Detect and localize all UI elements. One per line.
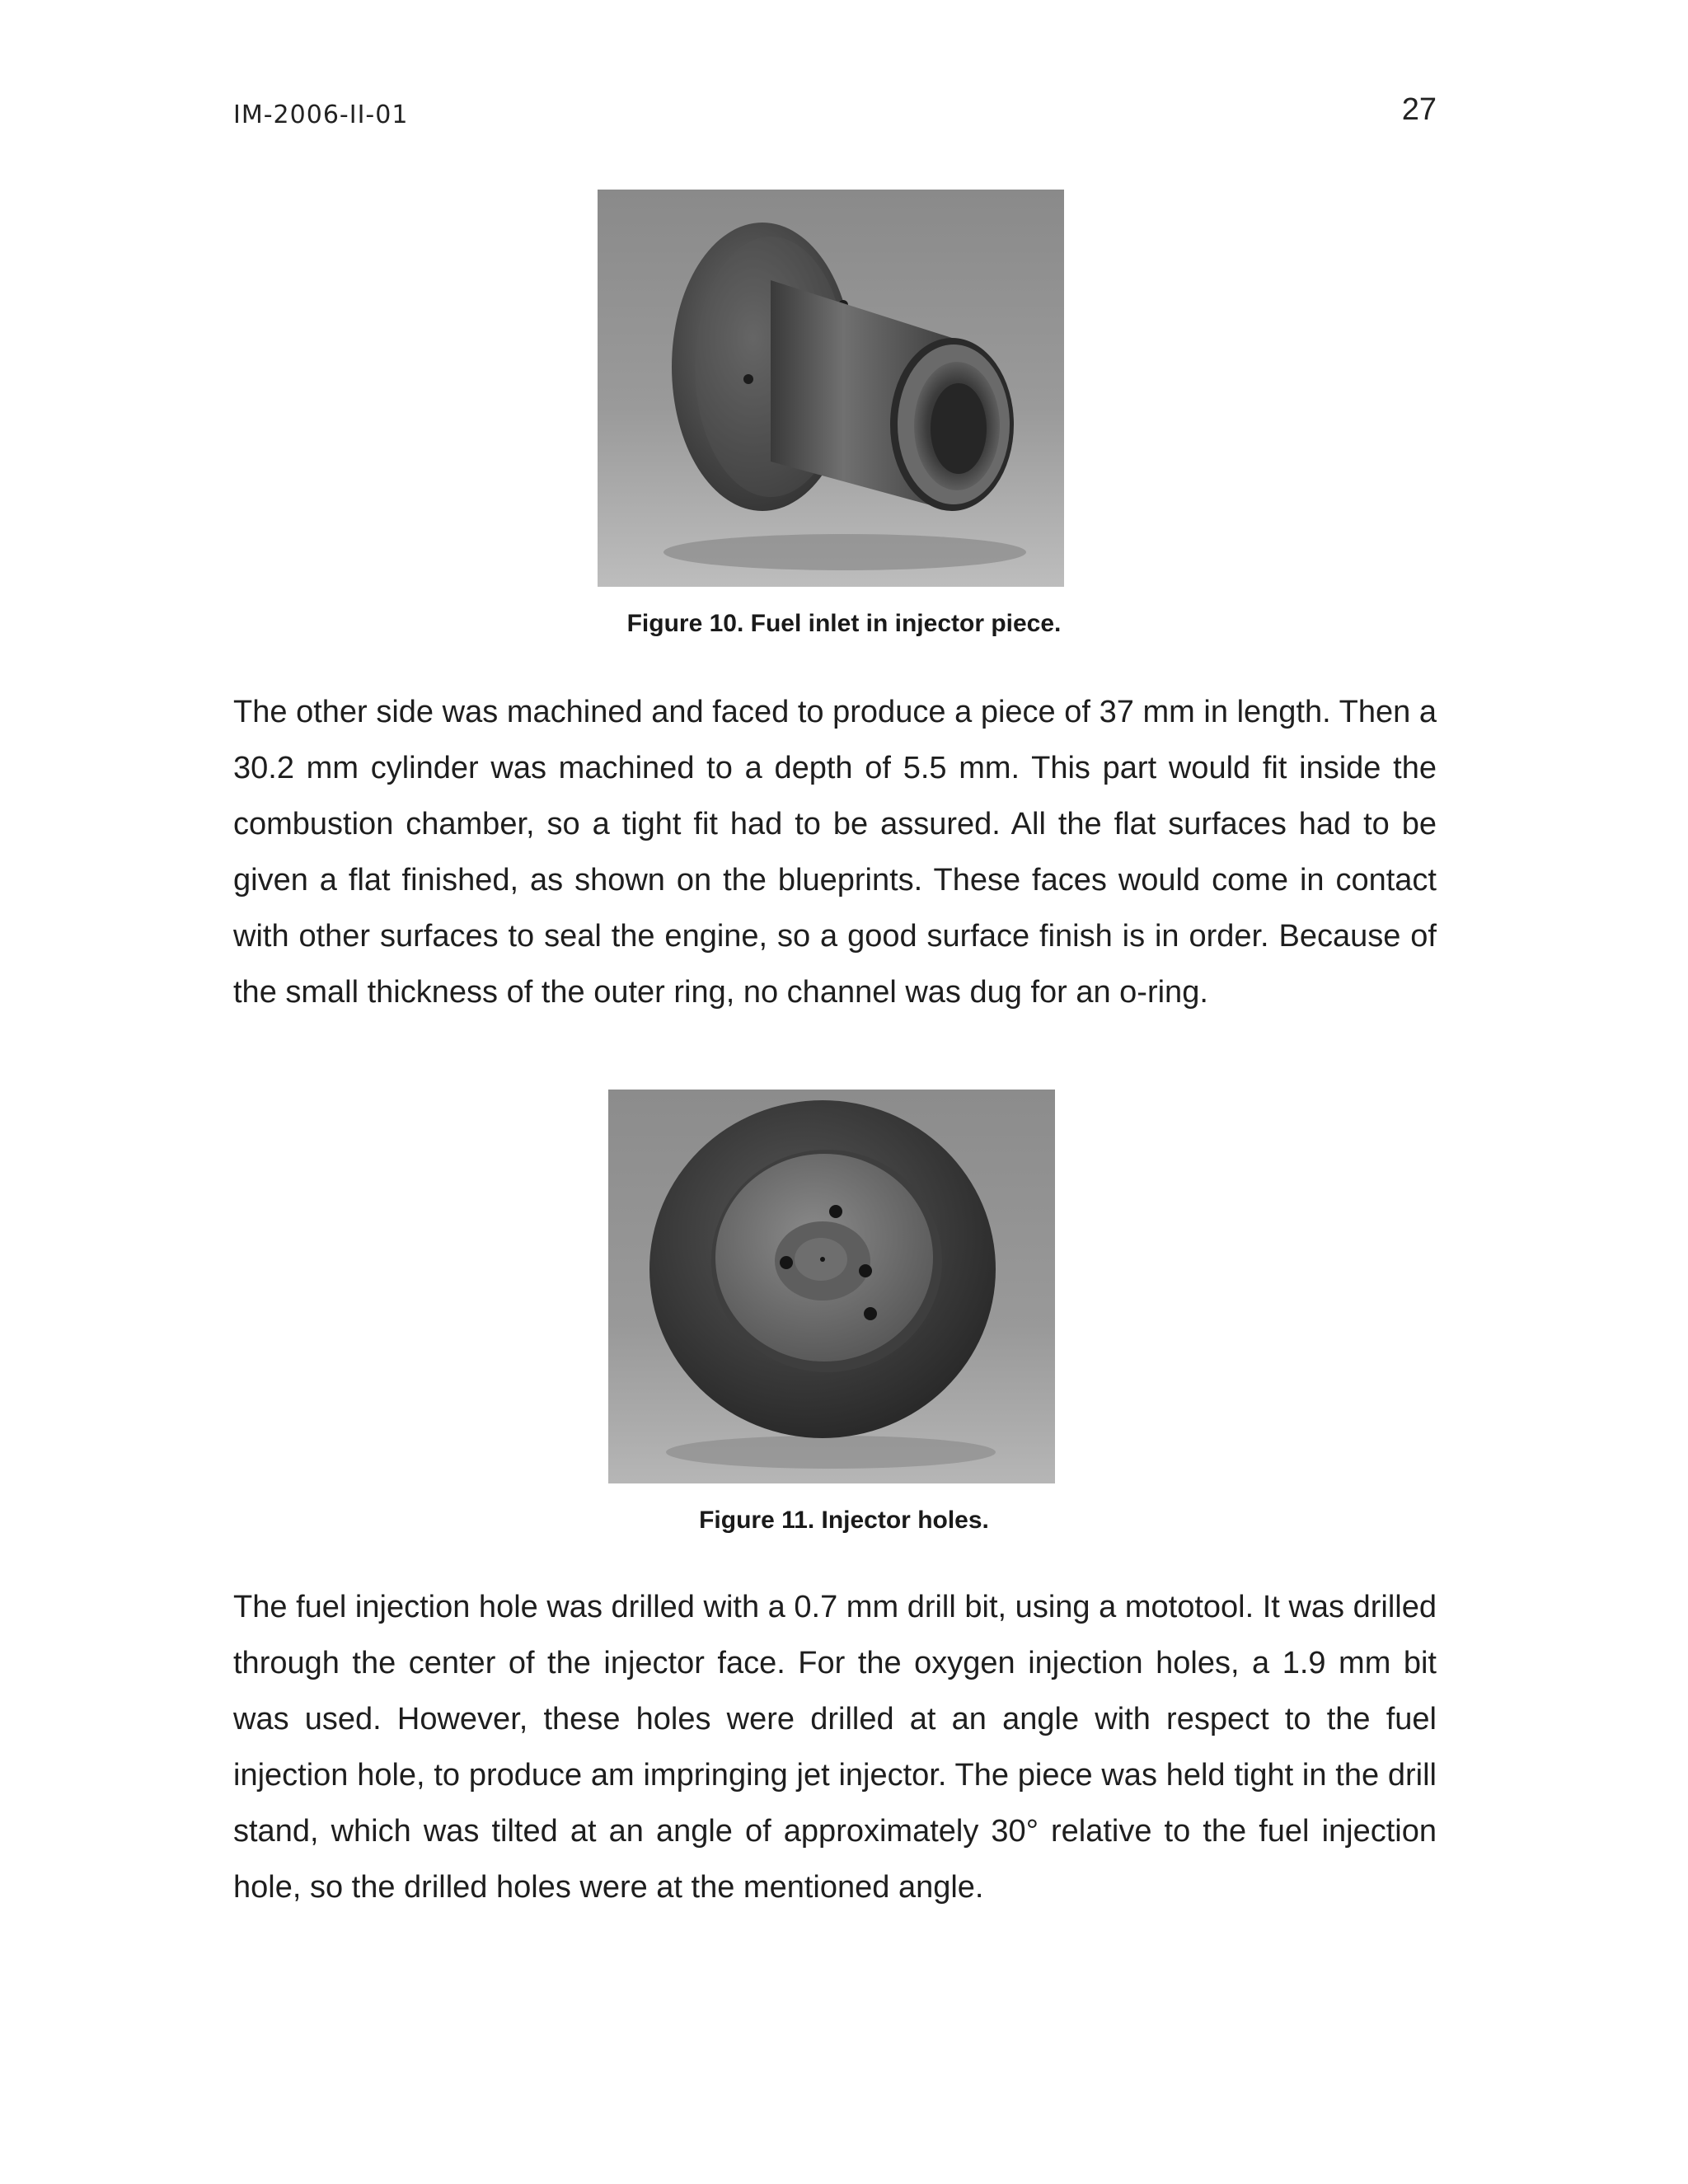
figure-10-caption: Figure 10. Fuel inlet in injector piece. xyxy=(626,610,1062,637)
figure-11-caption: Figure 11. Injector holes. xyxy=(699,1507,989,1534)
page-number: 27 xyxy=(1401,92,1437,127)
figure-11-photo xyxy=(608,1090,1055,1483)
body-paragraph: The other side was machined and faced to produce a piece of 37 mm in length. Then a 30.2 mm cylinder was machined to a depth of 5.5 mm. This part would fit inside the combustion chamber, so a tight fit had to be assured. All the flat surfaces had to be given a flat finished, as shown on the blueprints. These faces would come in contact with other surfaces to seal the engine, so a good surface finish is in order. Because of the small thickness of the outer ring, no channel was dug for an o-ring. xyxy=(233,695,1437,1010)
figure-10-photo xyxy=(598,190,1064,587)
document-id: IM-2006-II-01 xyxy=(233,101,409,129)
body-paragraph: The fuel injection hole was drilled with a 0.7 mm drill bit, using a mototool. It was drilled through the center of the injector face. For the oxygen injection holes, a 1.9 mm bit was used. However, these holes were drilled at an angle with respect to the fuel injection hole, to produce am impringing jet injector. The piece was held tight in the drill stand, which was tilted at an angle of approximately 30° relative to the fuel injection hole, so the drilled holes were at the mentioned angle. xyxy=(233,1590,1437,1905)
